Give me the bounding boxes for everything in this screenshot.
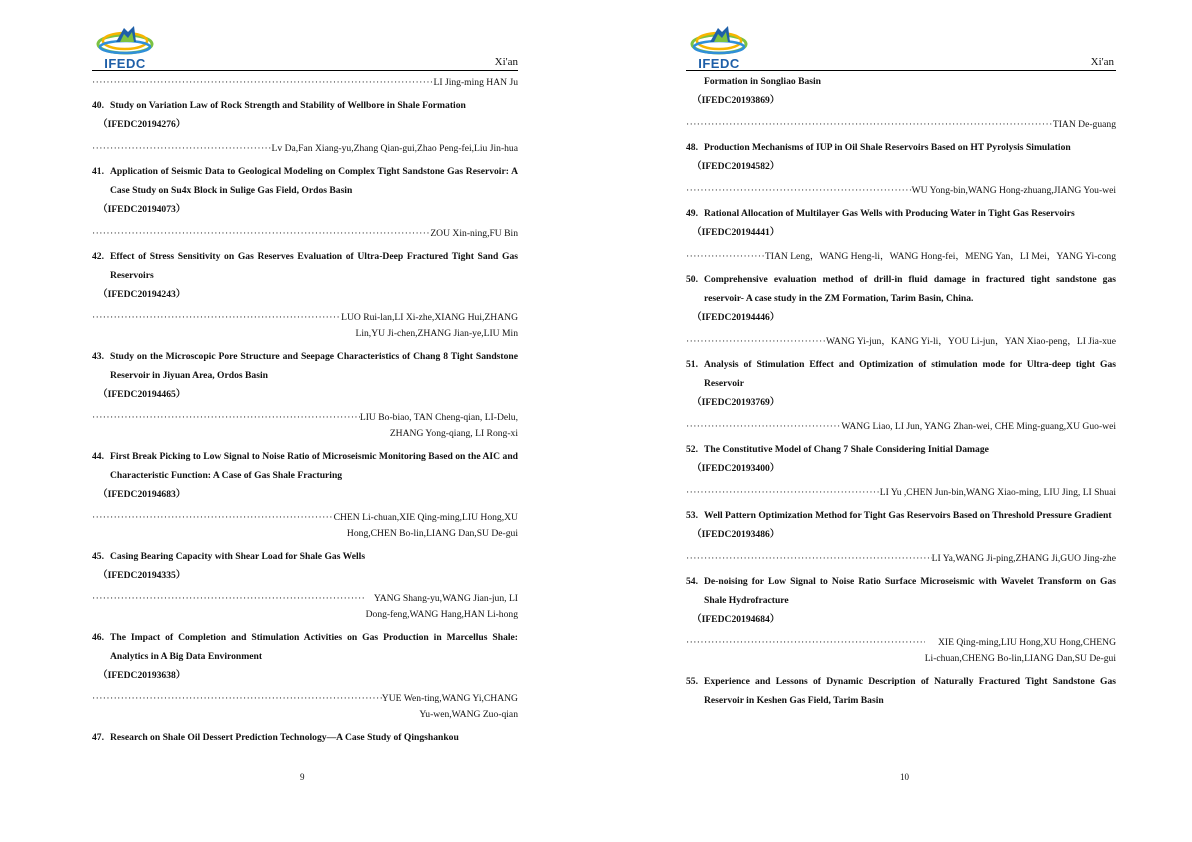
authors bbox=[932, 550, 1116, 567]
entry-code: （IFEDC20193400） bbox=[692, 463, 780, 474]
author-text: Lv Da,Fan Xiang-yu,Zhang Qian-gui,Zhao Peng-fei,Liu Jin-hua bbox=[271, 143, 518, 154]
header-city: Xi'an bbox=[1090, 56, 1114, 68]
authors: TIAN De-guang bbox=[1052, 119, 1116, 130]
authors bbox=[765, 248, 1116, 265]
entry-code: （IFEDC20194276） bbox=[98, 119, 186, 130]
entry-title-text: De-noising for Low Signal to Noise Ratio Surface Microseismic with Wavelet Transform on Gas Shale Hydrofracture bbox=[704, 576, 1116, 606]
entry-title-text: The Impact of Completion and Stimulation Activities on Gas Production in Marcellus Shale: Analytics in A Big Data Environment bbox=[110, 632, 518, 662]
author-line bbox=[686, 333, 1116, 350]
toc-entry bbox=[686, 672, 1116, 710]
entry-title bbox=[92, 447, 518, 485]
author-text: LUO Rui-lan,LI Xi-zhe,XIANG Hui,ZHANG bbox=[341, 312, 518, 323]
entry-number: 53. bbox=[686, 510, 698, 521]
author-line bbox=[92, 410, 518, 442]
entry-code: （IFEDC20194465） bbox=[98, 389, 186, 400]
entry-number: 50. bbox=[686, 274, 698, 285]
toc-entry bbox=[92, 96, 518, 157]
entry-title bbox=[92, 347, 518, 385]
entry-number: 47. bbox=[92, 732, 104, 743]
toc-entry bbox=[686, 440, 1116, 501]
authors bbox=[912, 182, 1116, 199]
author-text: WANG Yi-jun，KANG Yi-li，YOU Li-jun，YAN Xiao-peng，LI Jia-xue bbox=[826, 336, 1116, 347]
authors bbox=[382, 691, 518, 723]
entry-title-text: Well Pattern Optimization Method for Tight Gas Reservoirs Based on Threshold Pressure Gradient bbox=[704, 510, 1112, 521]
entry-list bbox=[686, 138, 1116, 710]
entry-title-text: Experience and Lessons of Dynamic Description of Naturally Fractured Tight Sandstone Gas Reservoir in Keshen Gas Field, Tarim Basin bbox=[704, 676, 1116, 706]
entry-number: 54. bbox=[686, 576, 698, 587]
entry-number: 41. bbox=[92, 166, 104, 177]
header-city: Xi'an bbox=[494, 56, 518, 68]
entry-number: 51. bbox=[686, 359, 698, 370]
entry-title-text: Production Mechanisms of IUP in Oil Shale Reservoirs Based on HT Pyrolysis Simulation bbox=[704, 142, 1071, 153]
entry-title bbox=[92, 96, 518, 115]
entry-code: （IFEDC20194684） bbox=[692, 614, 780, 625]
author-text: Yu-wen,WANG Zuo-qian bbox=[419, 709, 518, 720]
entry-title-continued: Formation in Songliao Basin bbox=[704, 76, 822, 87]
entry-title bbox=[92, 162, 518, 200]
entry-number: 44. bbox=[92, 451, 104, 462]
entry-title bbox=[686, 270, 1116, 308]
entry-title bbox=[92, 247, 518, 285]
entry-number: 45. bbox=[92, 551, 104, 562]
authors bbox=[430, 225, 518, 242]
logo-text: IFEDC bbox=[104, 56, 146, 71]
author-text: LIU Bo-biao, TAN Cheng-qian, LI-Delu, bbox=[359, 412, 518, 423]
entry-title-text: Study on Variation Law of Rock Strength and Stability of Wellbore in Shale Formation bbox=[110, 100, 466, 111]
authors bbox=[334, 510, 518, 542]
author-text: XIE Qing-ming,LIU Hong,XU Hong,CHENG bbox=[938, 637, 1116, 648]
toc-entry bbox=[92, 447, 518, 542]
authors bbox=[272, 140, 518, 157]
entry-code: （IFEDC20194441） bbox=[692, 227, 780, 238]
author-text: WANG Liao, LI Jun, YANG Zhan-wei, CHE Ming-guang,XU Guo-wei bbox=[841, 421, 1116, 432]
authors bbox=[360, 410, 518, 442]
author-text: WU Yong-bin,WANG Hong-zhuang,JIANG You-wei bbox=[911, 185, 1116, 196]
entry-title bbox=[686, 506, 1116, 525]
entry-title-text: Analysis of Stimulation Effect and Optimization of stimulation mode for Ultra-deep tight Gas Reservoir bbox=[704, 359, 1116, 389]
entry-code: （IFEDC20194582） bbox=[692, 161, 780, 172]
entry-number: 42. bbox=[92, 251, 104, 262]
author-line bbox=[92, 140, 518, 157]
author-line bbox=[686, 550, 1116, 567]
author-line bbox=[92, 510, 518, 542]
entry-code: （IFEDC20194446） bbox=[692, 312, 780, 323]
entry-title-text: Application of Seismic Data to Geological Modeling on Complex Tight Sandstone Gas Reservoir: A Case Study on Su4x Block in Sulige Gas Field, Ordos Basin bbox=[110, 166, 518, 196]
logo-text: IFEDC bbox=[698, 56, 740, 71]
entry-title bbox=[92, 728, 518, 747]
entry-code: （IFEDC20194335） bbox=[98, 570, 186, 581]
entry-code: （IFEDC20193486） bbox=[692, 529, 780, 540]
authors bbox=[366, 591, 518, 623]
author-line bbox=[92, 691, 518, 723]
entry-code: （IFEDC20194683） bbox=[98, 489, 186, 500]
toc-entry bbox=[92, 247, 518, 342]
entry-title bbox=[686, 355, 1116, 393]
page-number: 9 bbox=[300, 772, 305, 782]
right-content bbox=[686, 72, 1116, 710]
authors: LI Jing-ming HAN Ju bbox=[433, 77, 518, 88]
author-text: ZOU Xin-ning,FU Bin bbox=[430, 228, 518, 239]
entry-list bbox=[92, 96, 518, 747]
entry-number: 48. bbox=[686, 142, 698, 153]
entry-title-text: Rational Allocation of Multilayer Gas Wells with Producing Water in Tight Gas Reservoirs bbox=[704, 208, 1075, 219]
entry-title-text: First Break Picking to Low Signal to Noise Ratio of Microseismic Monitoring Based on the AIC and Characteristic Function: A Case of Gas Shale Fracturing bbox=[110, 451, 518, 481]
entry-code: （IFEDC20193769） bbox=[692, 397, 780, 408]
author-text: Hong,CHEN Bo-lin,LIANG Dan,SU De-gui bbox=[346, 528, 518, 539]
right-page bbox=[596, 0, 1192, 842]
toc-entry bbox=[686, 270, 1116, 350]
author-line bbox=[686, 484, 1116, 501]
entry-code: （IFEDC20194073） bbox=[98, 204, 186, 215]
authors bbox=[826, 333, 1116, 350]
author-text: LI Yu ,CHEN Jun-bin,WANG Xiao-ming, LIU Jing, LI Shuai bbox=[879, 487, 1116, 498]
toc-entry bbox=[686, 572, 1116, 667]
header-rule bbox=[686, 70, 1116, 71]
entry-number: 40. bbox=[92, 100, 104, 111]
author-text: YUE Wen-ting,WANG Yi,CHANG bbox=[381, 693, 518, 704]
authors bbox=[925, 635, 1116, 667]
toc-entry bbox=[92, 728, 518, 747]
author-line bbox=[92, 74, 518, 91]
page-number: 10 bbox=[900, 772, 909, 782]
entry-code: （IFEDC20194243） bbox=[98, 289, 186, 300]
author-line bbox=[686, 418, 1116, 435]
toc-entry bbox=[686, 204, 1116, 265]
entry-code: （IFEDC20193869） bbox=[692, 95, 780, 106]
author-text: Lin,YU Ji-chen,ZHANG Jian-ye,LIU Min bbox=[355, 328, 518, 339]
author-text: Li-chuan,CHENG Bo-lin,LIANG Dan,SU De-gui bbox=[924, 653, 1116, 664]
entry-title bbox=[686, 440, 1116, 459]
entry-code: （IFEDC20193638） bbox=[98, 670, 186, 681]
entry-title bbox=[686, 572, 1116, 610]
ifedc-logo bbox=[94, 18, 156, 74]
ifedc-logo-icon bbox=[94, 18, 156, 58]
toc-entry bbox=[92, 347, 518, 442]
author-text: ZHANG Yong-qiang, LI Rong-xi bbox=[389, 428, 518, 439]
author-text: LI Ya,WANG Ji-ping,ZHANG Ji,GUO Jing-zhe bbox=[931, 553, 1116, 564]
author-text: CHEN Li-chuan,XIE Qing-ming,LIU Hong,XU bbox=[333, 512, 518, 523]
author-line bbox=[92, 591, 518, 623]
entry-title bbox=[686, 138, 1116, 157]
entry-title bbox=[92, 547, 518, 566]
authors bbox=[341, 310, 518, 342]
toc-entry bbox=[92, 162, 518, 242]
entry-title-text: Research on Shale Oil Dessert Prediction Technology—A Case Study of Qingshankou bbox=[110, 732, 459, 743]
author-line bbox=[686, 635, 1116, 667]
entry-number: 52. bbox=[686, 444, 698, 455]
toc-entry bbox=[686, 355, 1116, 435]
toc-entry bbox=[686, 506, 1116, 567]
entry-title-text: Comprehensive evaluation method of drill-in fluid damage in fractured tight sandstone gas reservoir- A case study in the ZM Formation, Tarim Basin, China. bbox=[704, 274, 1116, 304]
header-rule bbox=[92, 70, 518, 71]
toc-entry bbox=[92, 628, 518, 723]
entry-title bbox=[686, 204, 1116, 223]
entry-title-text: Effect of Stress Sensitivity on Gas Reserves Evaluation of Ultra-Deep Fractured Tight Sand Gas Reservoirs bbox=[110, 251, 518, 281]
entry-title bbox=[92, 628, 518, 666]
left-content bbox=[92, 72, 518, 747]
entry-number: 46. bbox=[92, 632, 104, 643]
toc-entry bbox=[686, 138, 1116, 199]
ifedc-logo-icon bbox=[688, 18, 750, 58]
author-line bbox=[686, 116, 1116, 133]
entry-number: 43. bbox=[92, 351, 104, 362]
author-line bbox=[686, 248, 1116, 265]
entry-number: 49. bbox=[686, 208, 698, 219]
author-text: Dong-feng,WANG Hang,HAN Li-hong bbox=[365, 609, 518, 620]
entry-title-text: The Constitutive Model of Chang 7 Shale Considering Initial Damage bbox=[704, 444, 989, 455]
author-line bbox=[686, 182, 1116, 199]
author-line bbox=[92, 225, 518, 242]
author-text: YANG Shang-yu,WANG Jian-jun, LI bbox=[373, 593, 518, 604]
entry-title-text: Study on the Microscopic Pore Structure and Seepage Characteristics of Chang 8 Tight Sandstone Reservoir in Jiyuan Area, Ordos Basin bbox=[110, 351, 518, 381]
authors bbox=[841, 418, 1116, 435]
author-text: TIAN Leng，WANG Heng-li，WANG Hong-fei，MENG Yan，LI Mei，YANG Yi-cong bbox=[764, 251, 1116, 262]
ifedc-logo bbox=[688, 18, 750, 74]
entry-title-text: Casing Bearing Capacity with Shear Load for Shale Gas Wells bbox=[110, 551, 366, 562]
entry-title bbox=[686, 672, 1116, 710]
entry-number: 55. bbox=[686, 676, 698, 687]
authors bbox=[880, 484, 1116, 501]
toc-entry bbox=[92, 547, 518, 623]
author-line bbox=[92, 310, 518, 342]
